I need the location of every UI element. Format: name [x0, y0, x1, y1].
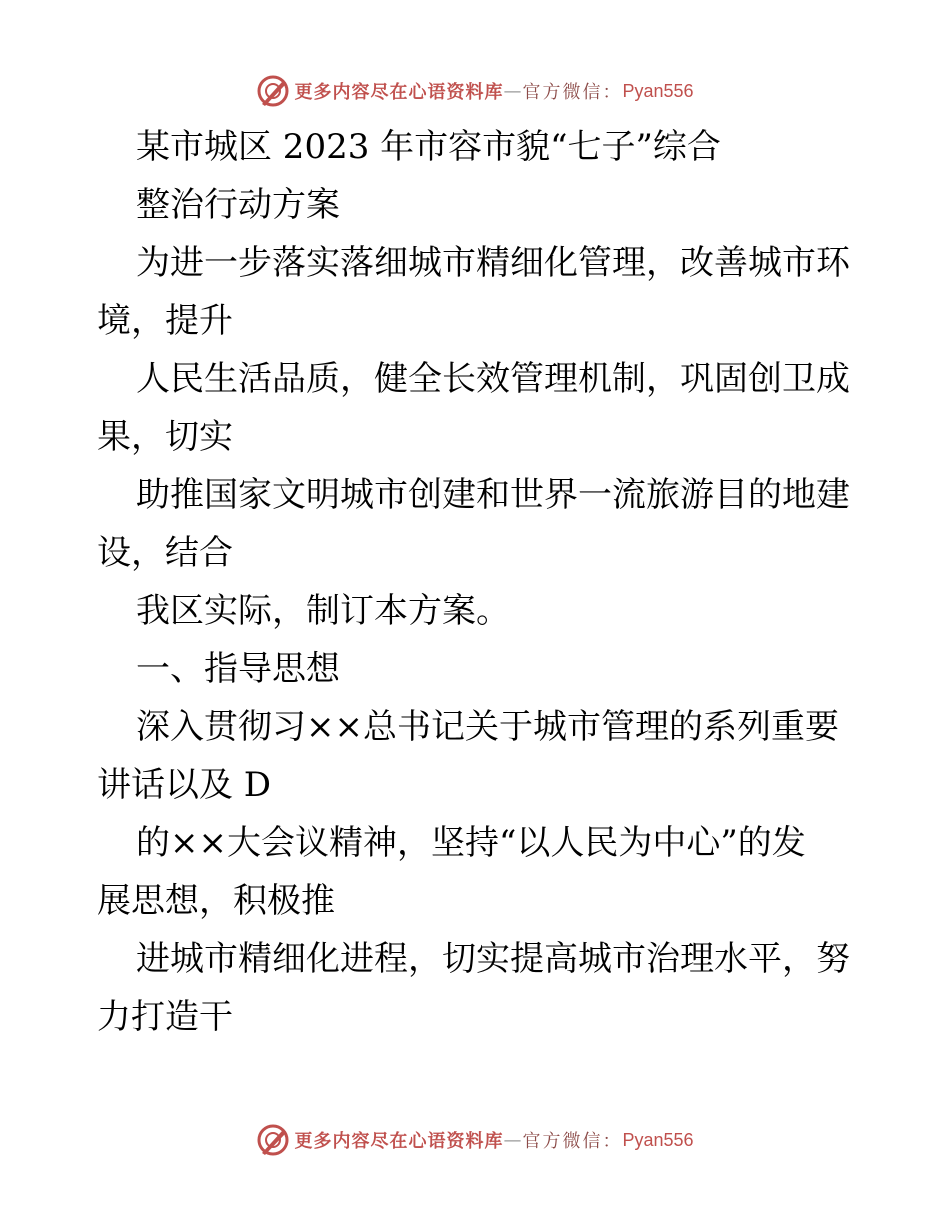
paragraph-line: 讲话以及 D: [97, 765, 272, 805]
paragraph-line: 设，结合: [97, 533, 233, 573]
watermark-dash: —: [503, 1129, 523, 1151]
watermark-wechat-label: 官方微信：: [522, 82, 623, 103]
footer-watermark: [0, 1120, 950, 1160]
watermark-title: 更多内容尽在心语资料库: [294, 82, 504, 103]
paragraph-line: 人民生活品质，健全长效管理机制，巩固创卫成: [136, 359, 850, 399]
header-watermark: [0, 71, 950, 111]
paragraph-line: 展思想，积极推: [97, 881, 335, 921]
document-title-line-2: 整治行动方案: [136, 185, 340, 225]
brush-logo-icon: [256, 74, 290, 108]
watermark-dash: —: [503, 80, 523, 102]
watermark-wechat-id: Pyan556: [622, 1129, 694, 1150]
section-heading: 一、指导思想: [136, 649, 340, 689]
paragraph-line: 助推国家文明城市创建和世界一流旅游目的地建: [136, 475, 850, 515]
paragraph-line: 境，提升: [97, 301, 233, 341]
paragraph-line: 的××大会议精神，坚持“以人民为中心”的发: [136, 823, 806, 863]
document-title-line-1: 某市城区 2023 年市容市貌“七子”综合: [136, 127, 721, 167]
watermark-title: 更多内容尽在心语资料库: [294, 1131, 504, 1152]
watermark-wechat-id: Pyan556: [622, 80, 694, 101]
paragraph-line: 力打造干: [97, 997, 233, 1037]
brush-logo-icon: [256, 1123, 290, 1157]
watermark-wechat-label: 官方微信：: [522, 1131, 623, 1152]
paragraph-line: 深入贯彻习××总书记关于城市管理的系列重要: [136, 707, 839, 747]
paragraph-line: 进城市精细化进程，切实提高城市治理水平，努: [136, 939, 850, 979]
paragraph-line: 果，切实: [97, 417, 233, 457]
paragraph-line: 我区实际，制订本方案。: [136, 591, 510, 631]
paragraph-line: 为进一步落实落细城市精细化管理，改善城市环: [136, 243, 850, 283]
